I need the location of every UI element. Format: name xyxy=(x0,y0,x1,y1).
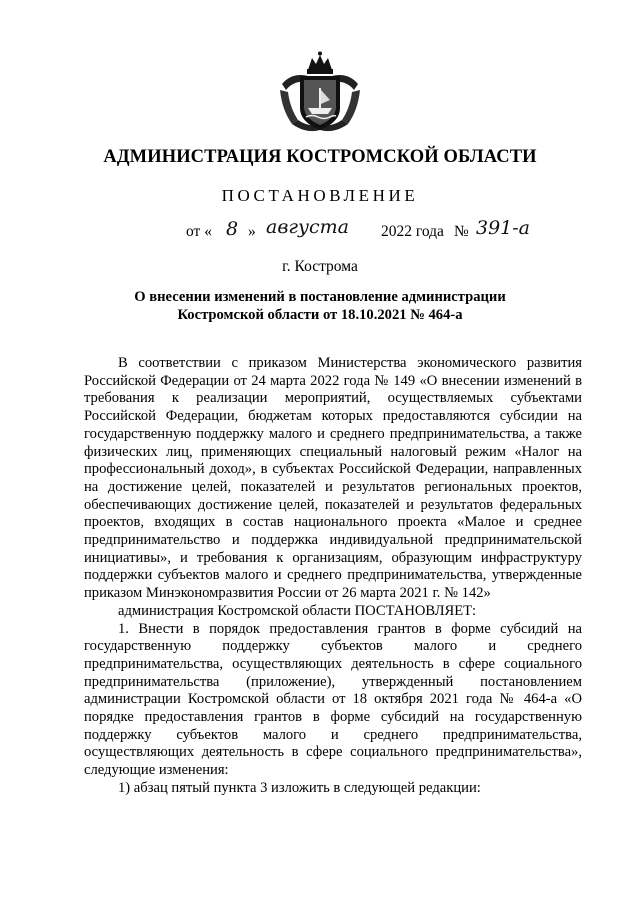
document-subject xyxy=(0,288,640,324)
subject-line-2: Костромской области от 18.10.2021 № 464-а xyxy=(177,307,463,323)
date-line xyxy=(186,216,586,247)
organization-name: АДМИНИСТРАЦИЯ КОСТРОМСКОЙ ОБЛАСТИ xyxy=(103,147,537,167)
subject-line-1: О внесении изменений в постановление администрации xyxy=(134,289,506,305)
coat-of-arms-emblem xyxy=(278,50,362,138)
item-1-paragraph: 1. Внести в порядок предоставления грантов в форме субсидий на государственную поддержку субъектов малого и среднего предпринимательства, осуществляющих деятельность в сфере социального предпринимательства (приложение), утвержденный постановлением администрации Костромской области от 18 октября 2021 года № 464-а «О порядке предоставления грантов в форме субсидий на государственную поддержку субъектов малого и среднего предпринимательства, осуществляющих деятельность в сфере социального предпринимательства», следующие изменения: xyxy=(84,620,582,779)
number-sign: № xyxy=(454,223,469,240)
city: г. Кострома xyxy=(282,258,358,275)
date-prefix: от « xyxy=(186,223,212,240)
date-year: 2022 года xyxy=(381,223,444,240)
date-day-handwritten: 8 xyxy=(226,218,239,240)
preamble-paragraph: В соответствии с приказом Министерства экономического развития Российской Федерации от 24 марта 2022 года № 149 «О внесении изменений в требования к реализации мероприятий, осуществляемых субъектами Российской Федерации, бюджетам которых предоставляются субсидии на государственную поддержку малого и среднего предпринимательства, а также физических лиц, применяющих специальный налоговый режим «Налог на профессиональный доход», в субъектах Российской Федерации, направленных на достижение целей, показателей и результатов региональных проектов, обеспечивающих достижение целей, показателей и результатов федеральных проектов, входящих в состав национального проекта «Малое и среднее предпринимательство и поддержка индивидуальной предпринимательской инициативы», и требования к организациям, образующим инфраструктуру поддержки субъектов малого и среднего предпринимательства, утвержденные приказом Минэкономразвития России от 26 марта 2021 г. № 142» xyxy=(84,355,582,602)
document-number-handwritten: 391-а xyxy=(476,217,531,239)
document-type: ПОСТАНОВЛЕНИЕ xyxy=(221,186,419,205)
subitem-1-paragraph: 1) абзац пятый пункта 3 изложить в следующей редакции: xyxy=(118,779,481,796)
date-quote-close: » xyxy=(248,223,256,240)
date-month-handwritten: августа xyxy=(266,216,349,238)
document-body xyxy=(84,355,582,798)
decree-paragraph: администрация Костромской области ПОСТАНОВЛЯЕТ: xyxy=(118,602,477,619)
